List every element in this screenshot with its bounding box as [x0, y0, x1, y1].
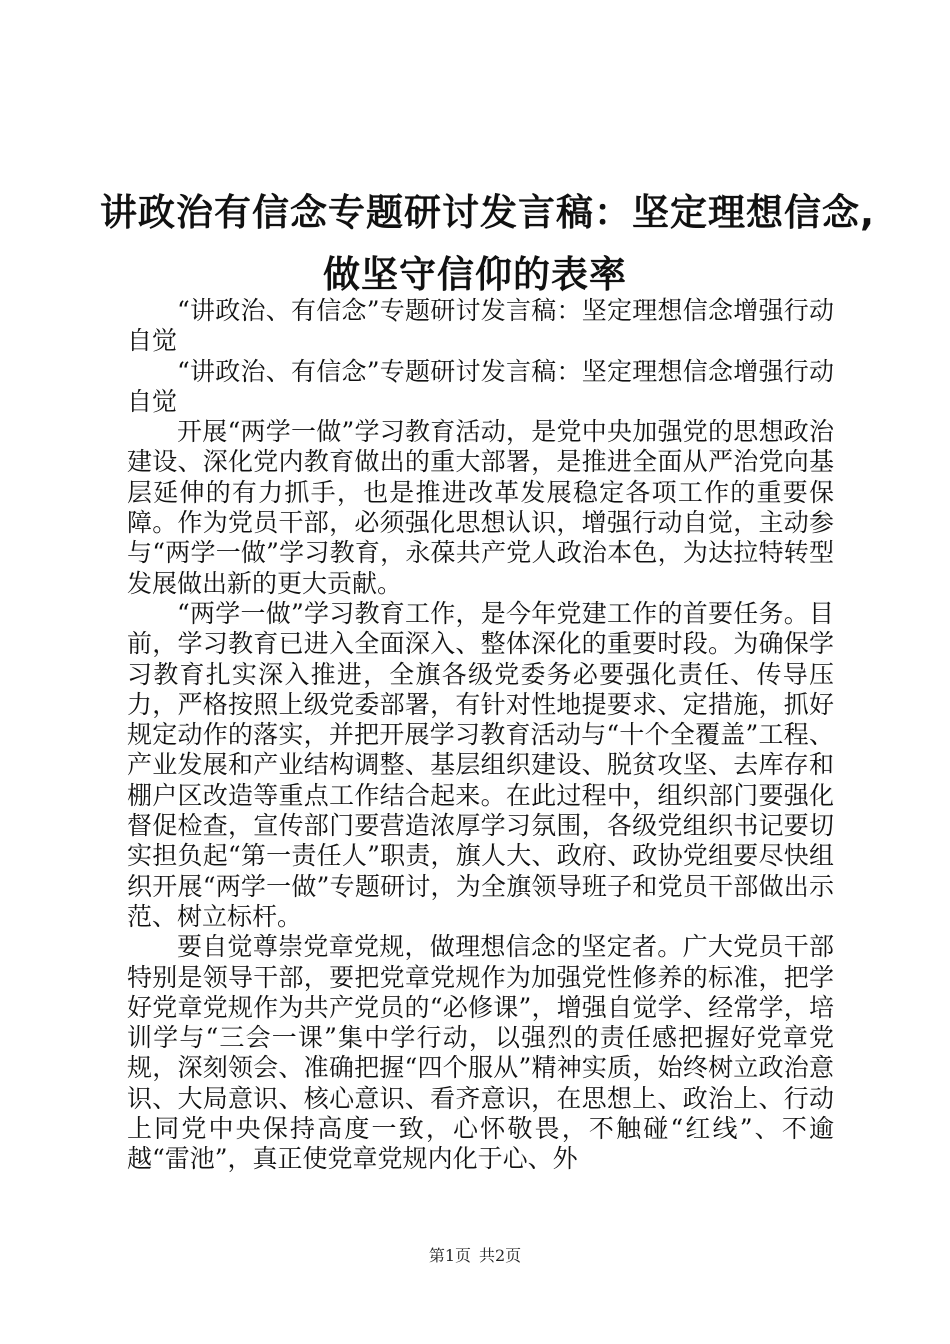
- paragraph: “讲政治、有信念”专题研讨发言稿：坚定理想信念增强行动自觉: [127, 356, 834, 416]
- page-number-current: 第1页: [428, 1246, 471, 1265]
- document-body: [127, 296, 834, 1175]
- title-line-2: 做坚守信仰的表率: [323, 253, 627, 296]
- paragraph: 开展“两学一做”学习教育活动，是党中央加强党的思想政治建设、深化党内教育做出的重大部署，是推进全面从严治党向基层延伸的有力抓手，也是推进改革发展稳定各项工作的重要保障。作为党员干部，必须强化思想认识，增强行动自觉，主动参与“两学一做”学习教育，永葆共产党人政治本色，为达拉特转型发展做出新的更大贡献。: [127, 417, 834, 598]
- paragraph: “讲政治、有信念”专题研讨发言稿：坚定理想信念增强行动自觉: [127, 296, 834, 356]
- title-line-1: 讲政治有信念专题研讨发言稿：坚定理想信念,: [100, 191, 876, 234]
- document-title: [100, 182, 876, 306]
- page-number-total: 共2页: [479, 1246, 522, 1265]
- paragraph: “两学一做”学习教育工作，是今年党建工作的首要任务。目前，学习教育已进入全面深入、整体深化的重要时段。为确保学习教育扎实深入推进，全旗各级党委务必要强化责任、传导压力，严格按照上级党委部署，有针对性地提要求、定措施，抓好规定动作的落实，并把开展学习教育活动与“十个全覆盖”工程、产业发展和产业结构调整、基层组织建设、脱贫攻坚、去库存和棚户区改造等重点工作结合起来。在此过程中，组织部门要强化督促检查，宣传部门要营造浓厚学习氛围，各级党组织书记要切实担负起“第一责任人”职责，旗人大、政府、政协党组要尽快组织开展“两学一做”专题研讨，为全旗领导班子和党员干部做出示范、树立标杆。: [127, 598, 834, 931]
- page-footer: [0, 1246, 950, 1266]
- paragraph: 要自觉尊崇党章党规，做理想信念的坚定者。广大党员干部特别是领导干部，要把党章党规作为加强党性修养的标准，把学好党章党规作为共产党员的“必修课”，增强自觉学、经常学，培训学与“三会一课”集中学行动，以强烈的责任感把握好党章党规，深刻领会、准确把握“四个服从”精神实质，始终树立政治意识、大局意识、核心意识、看齐意识，在思想上、政治上、行动上同党中央保持高度一致，心怀敬畏，不触碰“红线”、不逾越“雷池”，真正使党章党规内化于心、外: [127, 932, 834, 1174]
